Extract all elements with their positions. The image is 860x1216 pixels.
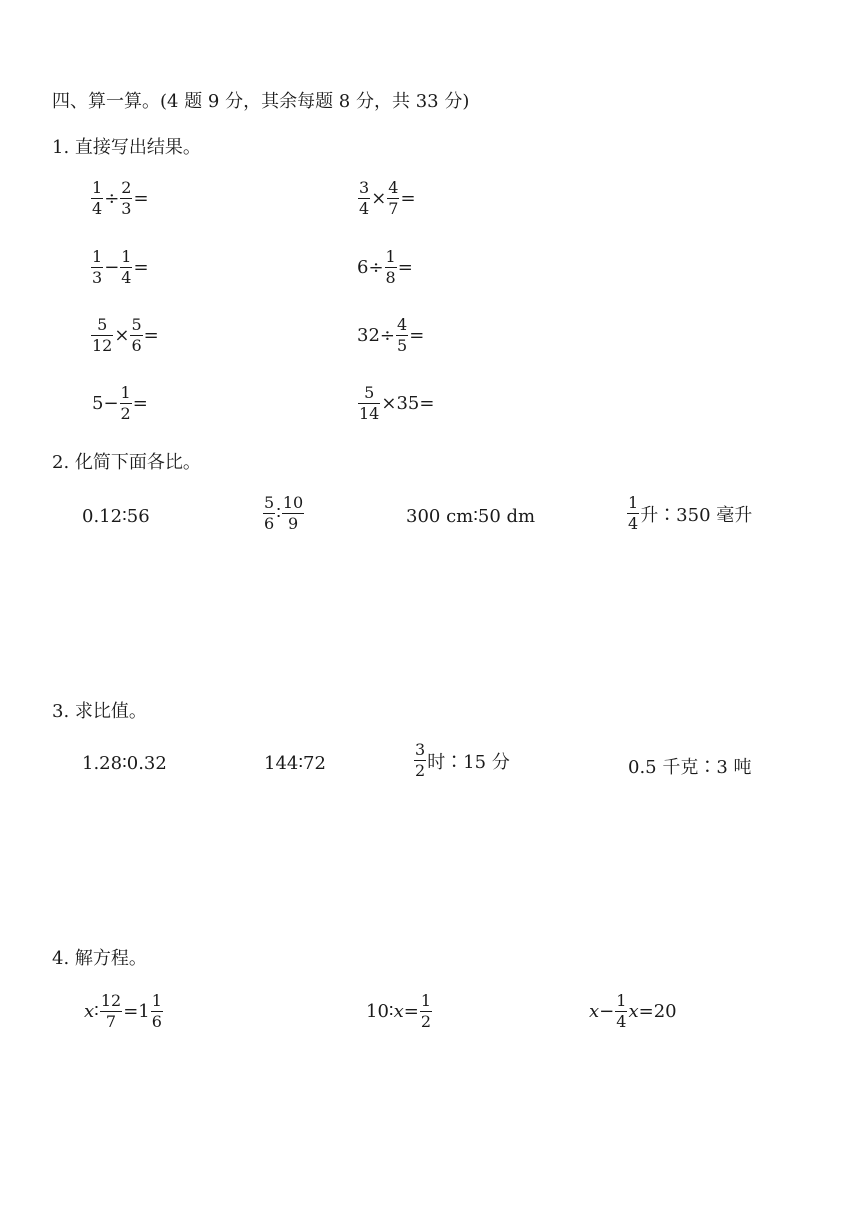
fraction: $\frac{1}{2}$ (120, 383, 131, 423)
fraction: $\frac{1}{8}$ (385, 247, 396, 287)
fraction: $\frac{1}{4}$ (121, 247, 132, 287)
q3-item-1: 1.28∶0.32 (82, 753, 167, 774)
q1-item-3: $\frac{1}{3}$ − $\frac{1}{4}$ = (92, 247, 149, 287)
fraction: $\frac{4}{5}$ (397, 315, 408, 355)
q1-item-8: $\frac{5}{14}$ × 35 = (359, 383, 435, 423)
q2-item-3: 300 cm∶50 dm (406, 506, 536, 527)
fraction: $\frac{3}{4}$ (359, 178, 370, 218)
fraction: $\frac{12}{7}$ (100, 991, 122, 1031)
q1-item-1: $\frac{1}{4}$ ÷ $\frac{2}{3}$ = (92, 178, 149, 218)
q1-item-4: 6 ÷ $\frac{1}{8}$ = (357, 247, 413, 287)
q1-item-7: 5 − $\frac{1}{2}$ = (92, 383, 148, 423)
mixed-number: 1 $\frac{1}{6}$ (138, 991, 162, 1031)
q3-item-4: 0.5 千克∶3 吨 (628, 757, 752, 778)
q3-item-2: 144∶72 (264, 753, 326, 774)
q2-item-1: 0.12∶56 (82, 506, 150, 527)
q2-item-4: $\frac{1}{4}$ 升∶350 毫升 (628, 493, 753, 533)
fraction: $\frac{1}{3}$ (92, 247, 103, 287)
fraction: $\frac{1}{4}$ (628, 493, 639, 533)
fraction: $\frac{5}{6}$ (131, 315, 142, 355)
fraction: $\frac{1}{4}$ (616, 991, 627, 1031)
q1-item-6: 32 ÷ $\frac{4}{5}$ = (357, 315, 425, 355)
fraction: $\frac{3}{2}$ (415, 740, 426, 780)
fraction: $\frac{10}{9}$ (282, 493, 304, 533)
fraction: $\frac{1}{4}$ (92, 178, 103, 218)
q2-item-2: $\frac{5}{6}$ ∶ $\frac{10}{9}$ (264, 493, 304, 533)
q3-item-3: $\frac{3}{2}$ 时∶15 分 (415, 740, 510, 780)
q1-item-5: $\frac{5}{12}$ × $\frac{5}{6}$ = (92, 315, 159, 355)
fraction: $\frac{1}{2}$ (420, 991, 432, 1031)
fraction: $\frac{5}{6}$ (264, 493, 275, 533)
q4-equation-1: x ∶ $\frac{12}{7}$ = 1 $\frac{1}{6}$ (84, 991, 162, 1031)
fraction: $\frac{5}{14}$ (359, 383, 380, 423)
question-2-heading: 2. 化简下面各比。 (52, 452, 201, 473)
question-3-heading: 3. 求比值。 (52, 701, 147, 722)
section-title: 四、算一算。(4 题 9 分，其余每题 8 分，共 33 分) (52, 91, 470, 112)
question-1-heading: 1. 直接写出结果。 (52, 137, 201, 158)
fraction: $\frac{4}{7}$ (388, 178, 399, 218)
q4-equation-2: 10∶ x = $\frac{1}{2}$ (366, 991, 432, 1031)
fraction: $\frac{5}{12}$ (92, 315, 113, 355)
fraction: $\frac{2}{3}$ (121, 178, 132, 218)
q1-item-2: $\frac{3}{4}$ × $\frac{4}{7}$ = (359, 178, 416, 218)
question-4-heading: 4. 解方程。 (52, 948, 147, 969)
fraction: $\frac{1}{6}$ (151, 991, 162, 1031)
q4-equation-3: x − $\frac{1}{4}$ x = 20 (589, 991, 677, 1031)
